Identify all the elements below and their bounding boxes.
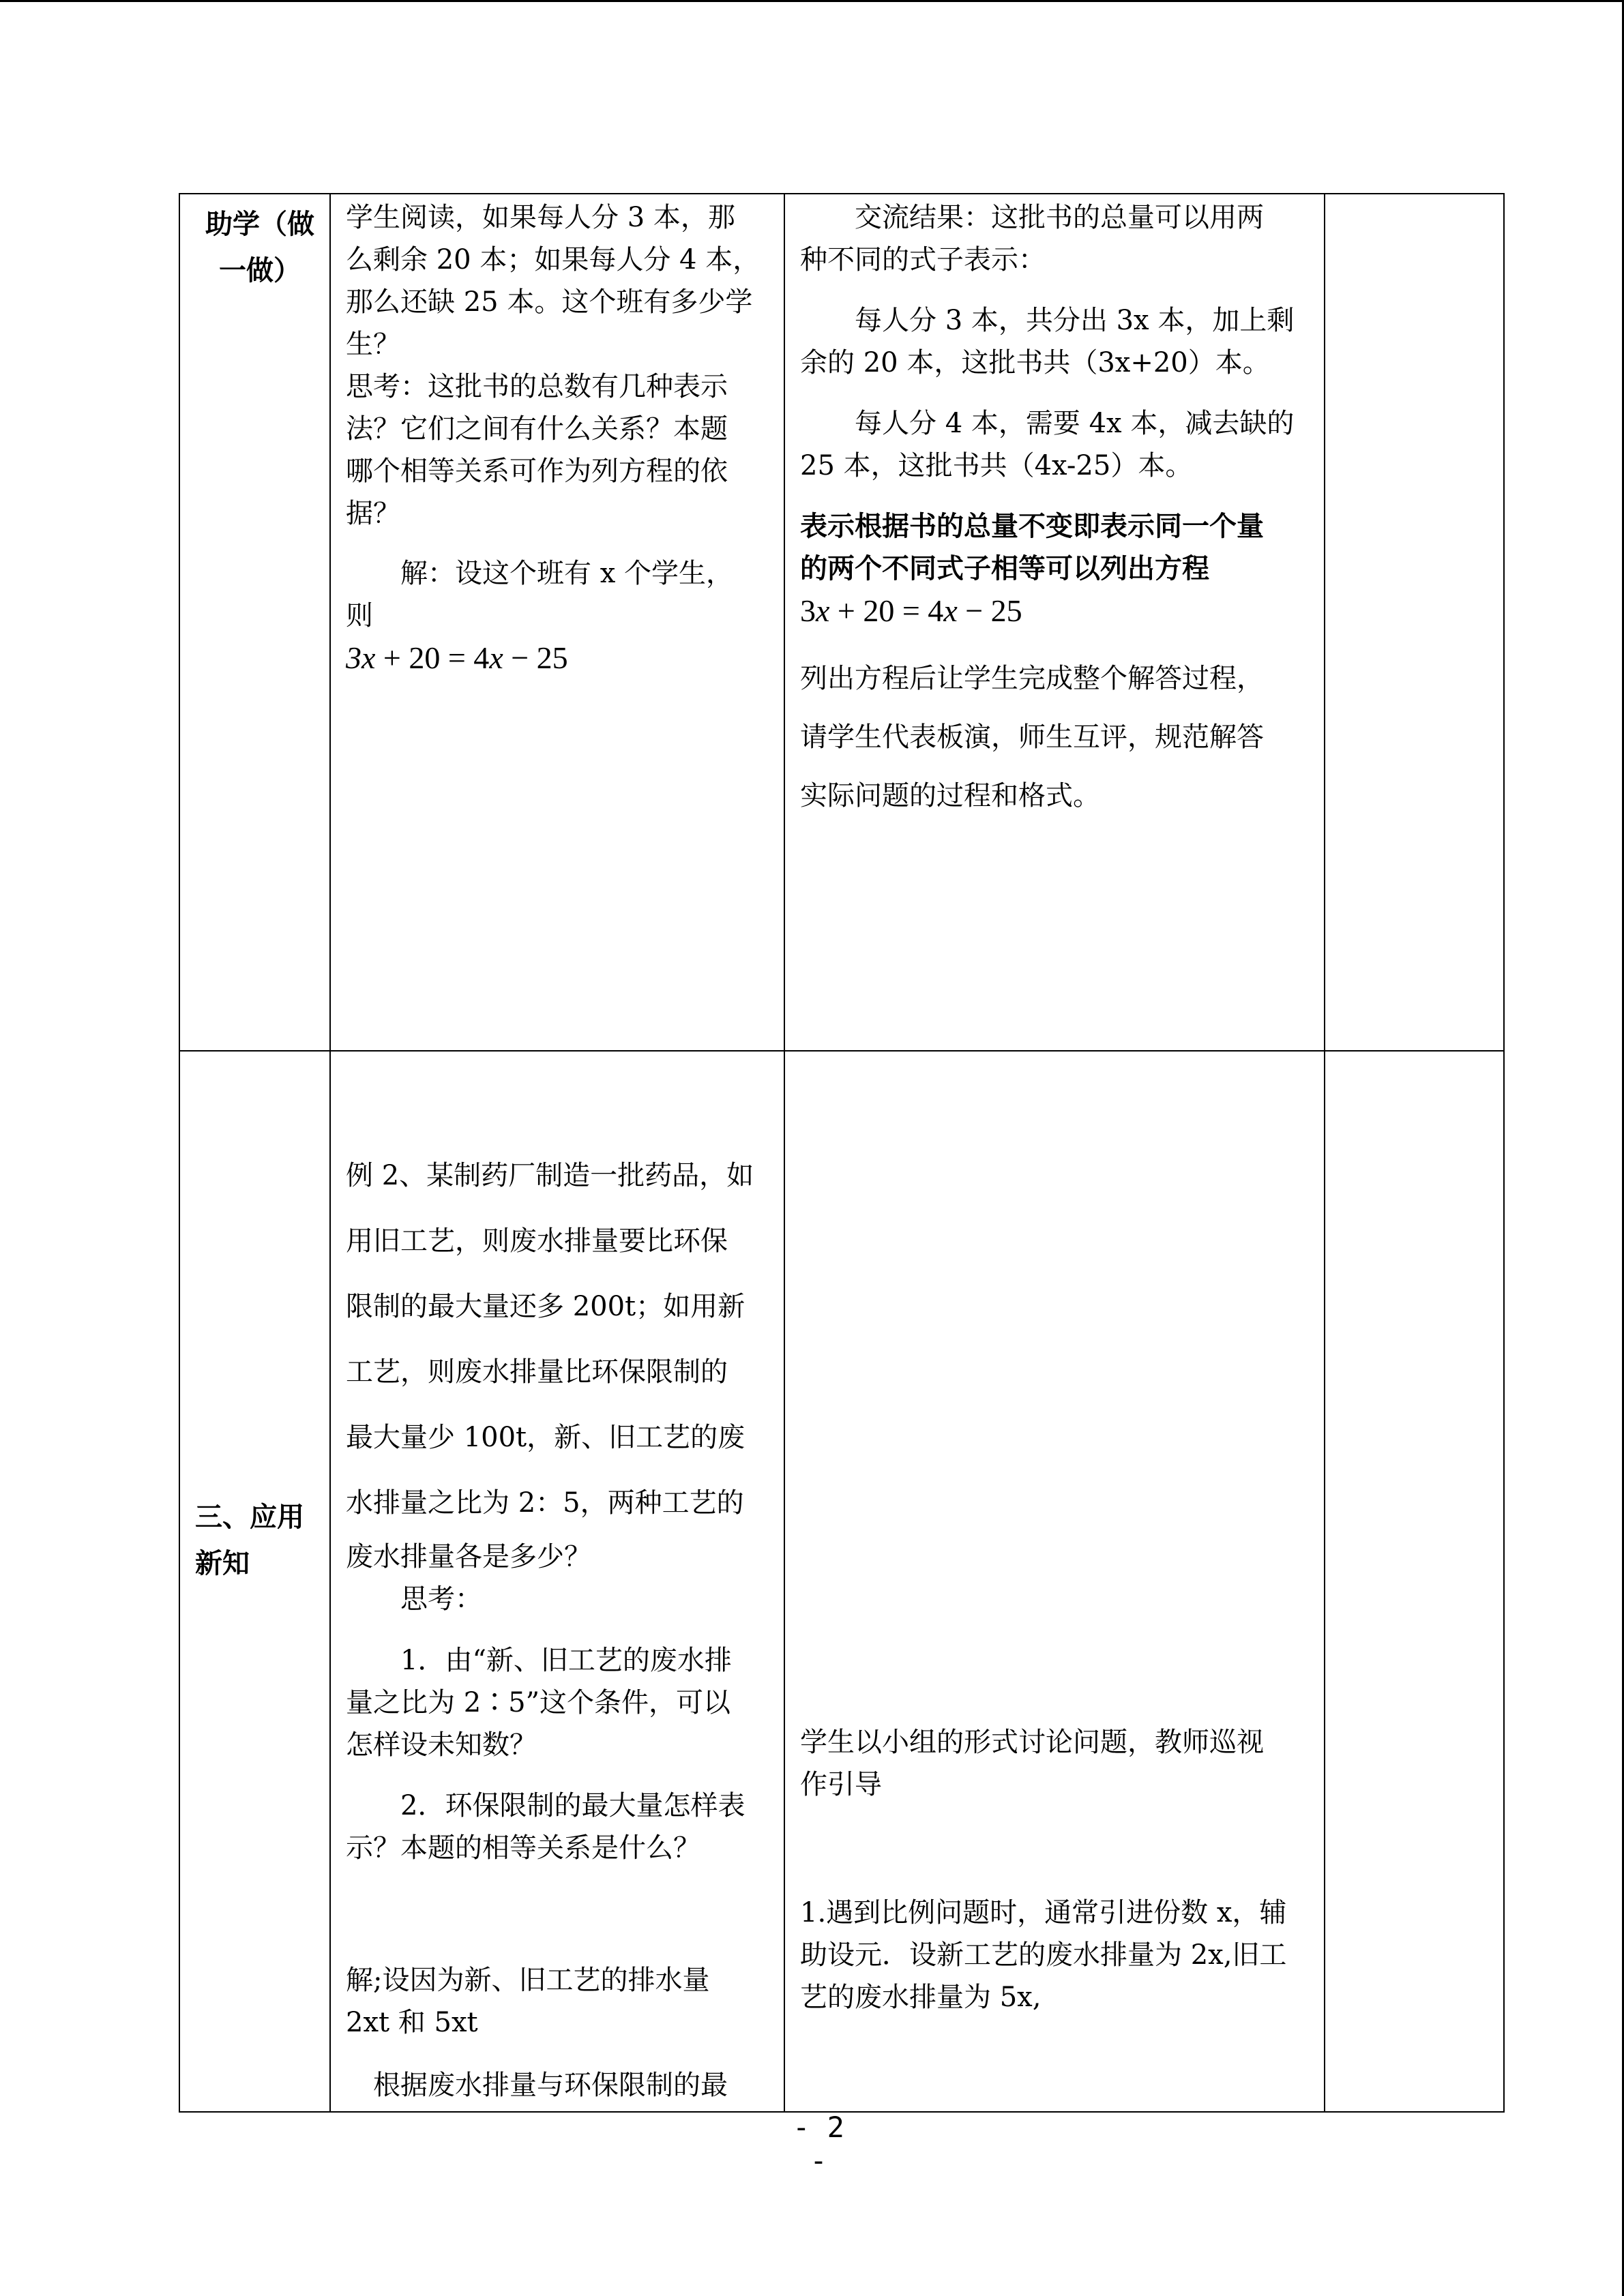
text-line: 交流结果：这批书的总量可以用两 [855, 202, 1264, 233]
example-line: 用旧工艺，则废水排量要比环保 [346, 1225, 728, 1257]
equation-part: + 20 = 4 [829, 593, 944, 628]
question-2 [346, 1785, 776, 1869]
discussion-text [800, 1721, 1318, 1806]
equation-variable: x [943, 593, 958, 628]
bold-line: 的两个不同式子相等可以列出方程 [800, 553, 1209, 584]
problem-line: 生？ [346, 329, 400, 360]
think-line: 思考：这批书的总数有几种表示 [346, 371, 728, 402]
notes-cell [1325, 1051, 1504, 2112]
problem-line: 学生阅读，如果每人分 3 本，那 [346, 202, 735, 233]
content-cell [330, 194, 784, 1051]
problem-line: 那么还缺 25 本。这个班有多少学 [346, 286, 753, 318]
bold-line: 表示根据书的总量不变即表示同一个量 [800, 511, 1264, 542]
equation-part: + 20 = 4 [375, 640, 490, 675]
think-line: 法？它们之间有什么关系？本题 [346, 413, 728, 445]
stage-label-line1: 助学（做 [205, 209, 314, 240]
equation [346, 637, 776, 679]
equation-term: 3x [346, 640, 376, 675]
text-line: 25 本，这批书共（4x-25）本。 [800, 450, 1193, 481]
notes-cell [1325, 194, 1504, 1051]
think-line: 据？ [346, 498, 400, 529]
think-text [346, 366, 776, 535]
equation-variable: x [816, 593, 830, 628]
text-line: 每人分 4 本，需要 4x 本，减去缺的 [855, 408, 1295, 439]
equation-part: 3 [800, 593, 816, 628]
stage-label-cell [179, 1051, 330, 2112]
method-3-books [800, 299, 1318, 384]
problem-line: 么剩余 20 本；如果每人分 4 本， [346, 244, 761, 275]
text-line: 2．环保限制的最大量怎样表 [400, 1790, 745, 1821]
text-line: 解;设因为新、旧工艺的排水量 [346, 1965, 710, 1996]
equation-part: − 25 [503, 640, 568, 675]
text-line: 请学生代表板演，师生互评，规范解答 [800, 721, 1264, 753]
example-line: 最大量少 100t，新、旧工艺的废 [346, 1422, 745, 1453]
bold-conclusion [800, 505, 1318, 590]
text-line: 怎样设未知数？ [346, 1729, 537, 1761]
text-line: 实际问题的过程和格式。 [800, 780, 1100, 811]
method-4-books [800, 402, 1318, 487]
exchange-result [800, 196, 1318, 281]
table-row-help-learning [179, 194, 1504, 1051]
activity-cell [784, 194, 1325, 1051]
text-line: 根据废水排量与环保限制的最 [373, 2070, 728, 2101]
solution-line: 解：设这个班有 x 个学生， [400, 558, 733, 589]
example-line: 工艺，则废水排量比环保限制的 [346, 1356, 728, 1388]
page-top-border [0, 0, 1624, 2]
example-line: 废水排量各是多少？ [346, 1541, 591, 1572]
solution [346, 1959, 776, 2044]
example-line: 限制的最大量还多 200t；如用新 [346, 1291, 745, 1322]
problem-text [346, 196, 776, 366]
solution-line: 则 [346, 600, 373, 631]
equation-variable: x [489, 640, 503, 675]
stage-label-cell [179, 194, 330, 1051]
table-row-apply-knowledge [179, 1051, 1504, 2112]
lesson-plan-table [179, 193, 1505, 2113]
text-line: 艺的废水排量为 5x, [800, 1982, 1042, 2013]
page-number: - 2 - [793, 2111, 844, 2177]
think-line: 哪个相等关系可作为列方程的依 [346, 456, 728, 487]
text-line: 学生以小组的形式讨论问题，教师巡视 [800, 1727, 1264, 1758]
text-line: 示？本题的相等关系是什么？ [346, 1832, 700, 1864]
answer-text [800, 1892, 1318, 2018]
equation-part: − 25 [957, 593, 1022, 628]
text-line: 1.遇到比例问题时，通常引进份数 x，辅 [800, 1897, 1287, 1928]
text-line: 每人分 3 本，共分出 3x 本，加上剩 [855, 305, 1295, 336]
text-line: 1．由“新、旧工艺的废水排 [400, 1645, 732, 1676]
question-1 [346, 1639, 776, 1766]
think-label: 思考： [400, 1583, 482, 1615]
text-line: 列出方程后让学生完成整个解答过程， [800, 663, 1264, 694]
text-line: 助设元．设新工艺的废水排量为 2x,旧工 [800, 1939, 1287, 1971]
example-line: 水排量之比为 2：5，两种工艺的 [346, 1487, 744, 1519]
text-line: 2xt 和 5xt [346, 2007, 478, 2038]
stage-label-line2: 新知 [195, 1548, 250, 1579]
text-line: 量之比为 2∶5”这个条件，可以 [346, 1687, 731, 1718]
text-line: 余的 20 本，这批书共（3x+20）本。 [800, 347, 1270, 378]
example-line: 例 2、某制药厂制造一批药品，如 [346, 1160, 754, 1191]
text-line: 作引导 [800, 1769, 882, 1800]
content-cell [330, 1051, 784, 2112]
example-text [346, 1143, 776, 1536]
equation [800, 590, 1318, 632]
text-line: 种不同的式子表示： [800, 244, 1046, 275]
after-equation-text [800, 649, 1318, 825]
stage-label-line1: 三、应用 [195, 1502, 304, 1533]
activity-cell [784, 1051, 1325, 2112]
stage-label-line2: 一做） [219, 255, 301, 286]
